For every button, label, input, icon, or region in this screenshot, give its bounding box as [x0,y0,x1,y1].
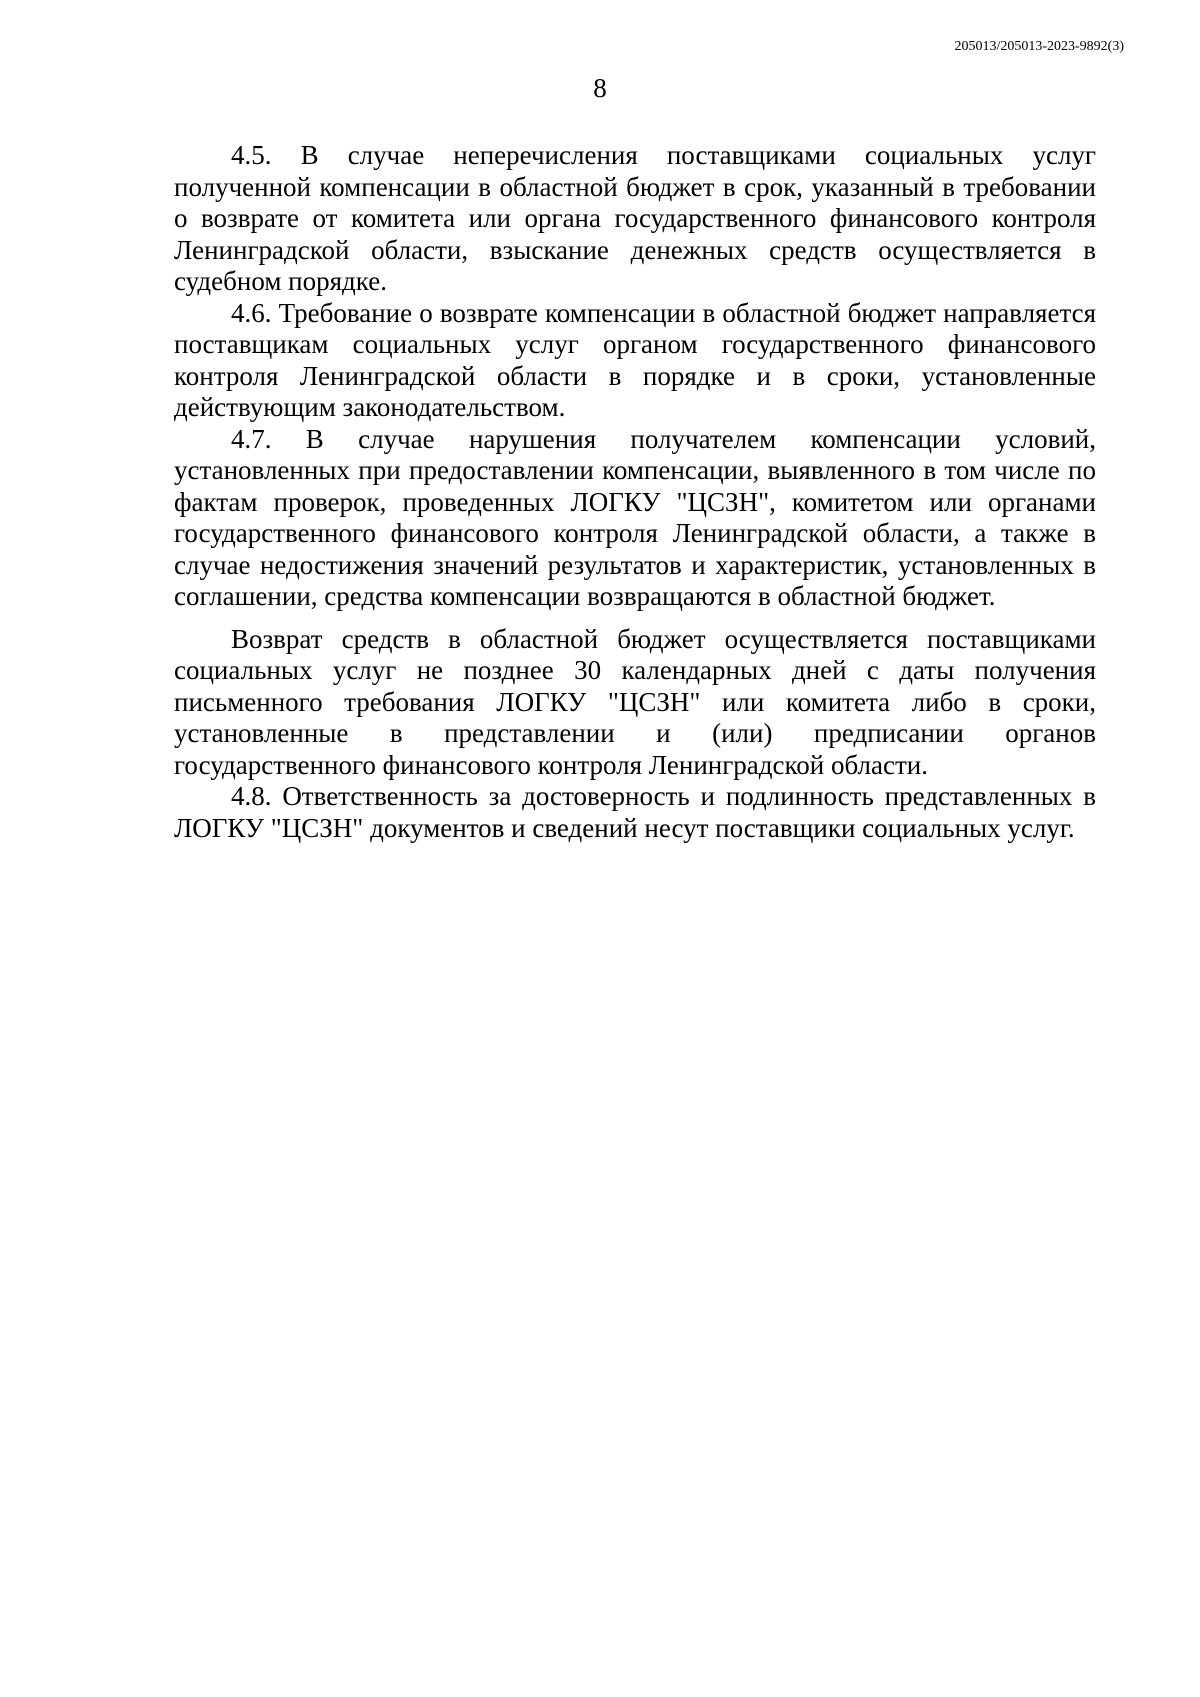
document-id: 205013/205013-2023-9892(3) [954,39,1124,54]
paragraph-4-8: 4.8. Ответственность за достоверность и подлинность представленных в ЛОГКУ "ЦСЗН" документов и сведений несут поставщики социальных услуг. [174,781,1096,843]
page-number: 8 [593,73,607,103]
paragraph-4-5: 4.5. В случае неперечисления поставщиками социальных услуг полученной компенсации в областной бюджет в срок, указанный в требовании о возврате от комитета или органа государственного финансового контроля Ленинградской области, взыскание денежных средств осуществляется в судебном порядке. [174,140,1096,296]
paragraph-4-6: 4.6. Требование о возврате компенсации в областной бюджет направляется поставщикам социальных услуг органом государственного финансового контроля Ленинградской области в порядке и в сроки, установленные действующим законодательством. [174,297,1096,422]
paragraph-4-7: 4.7. В случае нарушения получателем компенсации условий, установленных при предоставлении компенсации, выявленного в том числе по фактам проверок, проведенных ЛОГКУ "ЦСЗН", комитетом или органами государственного финансового контроля Ленинградской области, а также в случае недостижения значений результатов и характеристик, установленных в соглашении, средства компенсации возвращаются в областной бюджет. [174,423,1096,611]
document-body [174,140,1096,844]
paragraph-refund-terms: Возврат средств в областной бюджет осуществляется поставщиками социальных услуг не позднее 30 календарных дней с даты получения письменного требования ЛОГКУ "ЦСЗН" или комитета либо в сроки, установленные в представлении и (или) предписании органов государственного финансового контроля Ленинградской области. [174,623,1096,780]
